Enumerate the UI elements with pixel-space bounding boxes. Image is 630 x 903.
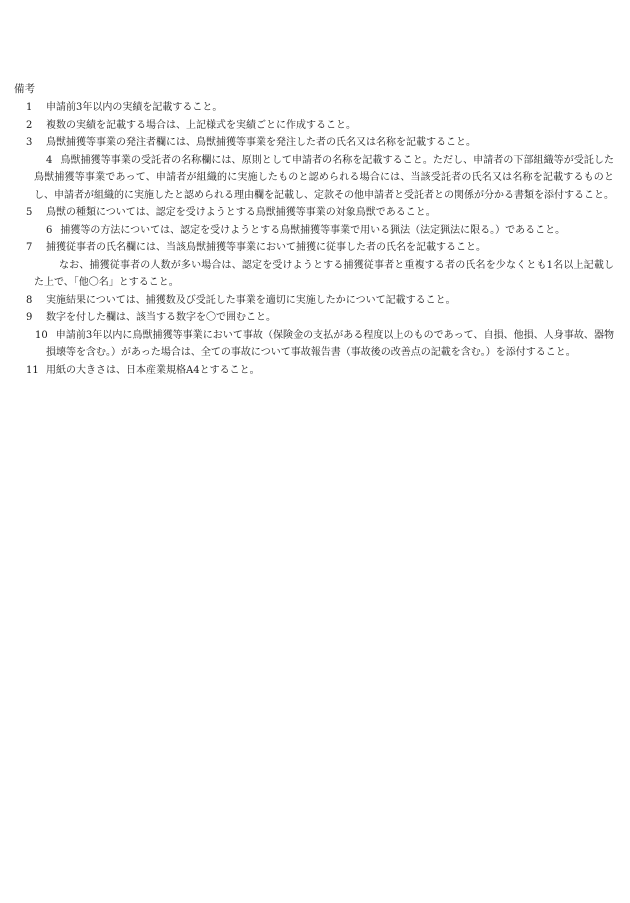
note-item [14, 152, 614, 205]
note-item [14, 292, 614, 310]
note-number: 10 [35, 329, 48, 341]
note-text: 複数の実績を記載する場合は、上記様式を実績ごとに作成すること。 [46, 119, 356, 131]
note-text: 実施結果については、捕獲数及び受託した事業を適切に実施したかについて記載すること。 [46, 294, 456, 306]
note-number: 4 [46, 154, 53, 166]
note-number: 6 [46, 224, 53, 236]
note-number: 9 [26, 312, 33, 323]
note-text: 用紙の大きさは、日本産業規格A4とすること。 [46, 364, 260, 376]
note-text: 捕獲等の方法については、認定を受けようとする鳥獣捕獲等事業で用いる猟法（法定猟法に限る。）であること。 [60, 224, 566, 236]
note-item [14, 134, 614, 152]
note-item [14, 362, 614, 380]
note-number: 11 [26, 364, 39, 376]
note-item [14, 239, 614, 257]
note-number: 7 [26, 242, 33, 253]
note-item [14, 99, 614, 117]
note-text: 数字を付した欄は、該当する数字を〇で囲むこと。 [46, 312, 276, 323]
note-text: 鳥獣捕獲等事業の受託者の名称欄には、原則として申請者の名称を記載すること。ただし、申請者の下部組織等が受託した鳥獣捕獲等事業であって、申請者が組織的に実施したものと認められる場合には、当該受託者の氏名又は名称を記載するものとし、申請者が組織的に実施したと認められる理由欄を記載し、定款その他申請者と受託者との関係が分かる書類を添付すること。 [34, 154, 614, 201]
note-item [14, 204, 614, 222]
note-item [14, 117, 614, 135]
note-item [14, 327, 614, 362]
note-text: 鳥獣捕獲等事業の発注者欄には、鳥獣捕獲等事業を発注した者の氏名又は名称を記載すること。 [46, 137, 476, 148]
note-item [14, 222, 614, 240]
note-subparagraph: なお、捕獲従事者の人数が多い場合は、認定を受けようとする捕獲従事者と重複する者の氏名を少なくとも1名以上記載した上で、「他〇名」とすること。 [34, 259, 614, 288]
note-number: 3 [26, 137, 33, 148]
note-text: 捕獲従事者の氏名欄には、当該鳥獣捕獲等事業において捕獲に従事した者の氏名を記載すること。 [46, 242, 486, 253]
note-text: 申請前3年以内の実績を記載すること。 [46, 102, 223, 113]
notes-heading: 備考 [14, 83, 35, 95]
note-number: 1 [26, 102, 33, 113]
note-number: 5 [26, 207, 33, 218]
note-text: 申請前3年以内に鳥獣捕獲等事業において事故（保険金の支払がある程度以上のものであって、自損、他損、人身事故、器物損壊等を含む。）があった場合は、全ての事故について事故報告書（事故後の改善点の記載を含む。）を添付すること。 [46, 329, 614, 358]
note-number: 8 [26, 294, 33, 306]
note-number: 2 [26, 119, 33, 131]
note-text: 鳥獣の種類については、認定を受けようとする鳥獣捕獲等事業の対象鳥獣であること。 [46, 207, 436, 218]
notes-list [14, 99, 616, 379]
note-item [14, 309, 614, 327]
